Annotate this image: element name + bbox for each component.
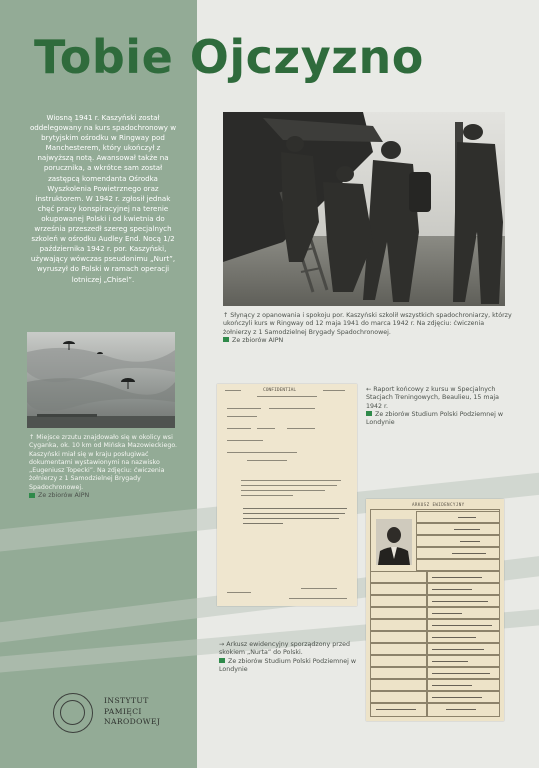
photo1-caption	[223, 312, 513, 345]
doc2-source: Ze zbiorów Studium Polski Podziemnej w Londynie	[219, 657, 356, 673]
camera-icon	[223, 337, 229, 342]
arrow-right-icon: →	[219, 641, 225, 648]
photo2-caption	[29, 434, 179, 500]
doc2-caption	[219, 641, 357, 674]
arrow-left-icon: ←	[366, 386, 372, 393]
photo2-source: Ze zbiorów AIPN	[38, 492, 90, 500]
camera-icon	[29, 493, 35, 498]
logo-line2: PAMIĘCI	[104, 706, 142, 716]
doc2-header: ARKUSZ EWIDENCYJNY	[412, 502, 465, 507]
intro-paragraph: Wiosną 1941 r. Kaszyński został oddelegowany na kurs spadochronowy w brytyjskim ośrodku w Ringway pod Manchesterem, który ukończył z najwyższą notą. Awansował także na porucznika, a wkrótce sam został zastępcą komendanta Ośrodka Wyszkolenia Powietrznego oraz instruktorem. W 1942 r. zgłosił jednak chęć pracy konspiracyjnej na terenie okupowanej Polski i od kwietnia do września przeszedł szereg specjalnych szkoleń w ośrodku Audley End. Nocą 1/2 października 1942 r. por. Kaszyński, używający wówczas pseudonimu „Nurt”, wyruszył do Polski w ramach operacji lotniczej „Chisel”.	[29, 113, 177, 284]
photo2-caption-text: Miejsce zrzutu znajdowało się w okolicy wsi Cyganka, ok. 10 km od Mińska Mazowieckiego. Kaszyński miał się w kraju posługiwać dokumentami wystawionymi na nazwisko „Eugeniusz Topecki”. Na zdjęciu: ćwiczenia żołnierzy z 1 Samodzielnej Brygady Spadochronowej.	[29, 434, 178, 491]
paratroopers-photo	[223, 112, 505, 306]
portrait-photo	[376, 519, 412, 565]
doc2-caption-text: Arkusz ewidencyjny sporządzony przed skokiem „Nurta” do Polski.	[219, 641, 351, 657]
doc1-header: CONFIDENTIAL	[263, 388, 297, 393]
ipn-seal-logo	[53, 693, 93, 733]
page-title: Tobie Ojczyzno	[34, 30, 424, 84]
institute-logo-text	[104, 696, 160, 728]
logo-line1: INSTYTUT	[104, 696, 149, 705]
photo1-source: Ze zbiorów AIPN	[232, 336, 284, 344]
doc1-caption-text: Raport końcowy z kursu w Specjalnych Stacjach Treningowych, Beaulieu, 15 maja 1942 r.	[366, 386, 500, 410]
training-report-document	[217, 384, 357, 606]
parachutes-photo	[27, 332, 175, 428]
camera-icon	[366, 411, 372, 416]
photo1-caption-text: Słynący z opanowania i spokoju por. Kaszyński szkolił wszystkich spadochroniarzy, którzy ukończyli kurs w Ringway od 12 maja 1941 do marca 1942 r. Na zdjęciu: ćwiczenia żołnierzy z 1 Samodzielnej Brygady Spadochronowej.	[223, 312, 512, 336]
camera-icon	[219, 658, 225, 663]
arrow-up-icon: ↑	[29, 434, 35, 441]
registration-form-document	[366, 499, 504, 721]
arrow-up-icon: ↑	[223, 312, 229, 319]
doc1-caption	[366, 386, 514, 427]
doc1-source: Ze zbiorów Studium Polski Podziemnej w Londynie	[366, 410, 503, 427]
eagle-icon	[60, 700, 85, 725]
logo-line3: NARODOWEJ	[104, 717, 161, 726]
